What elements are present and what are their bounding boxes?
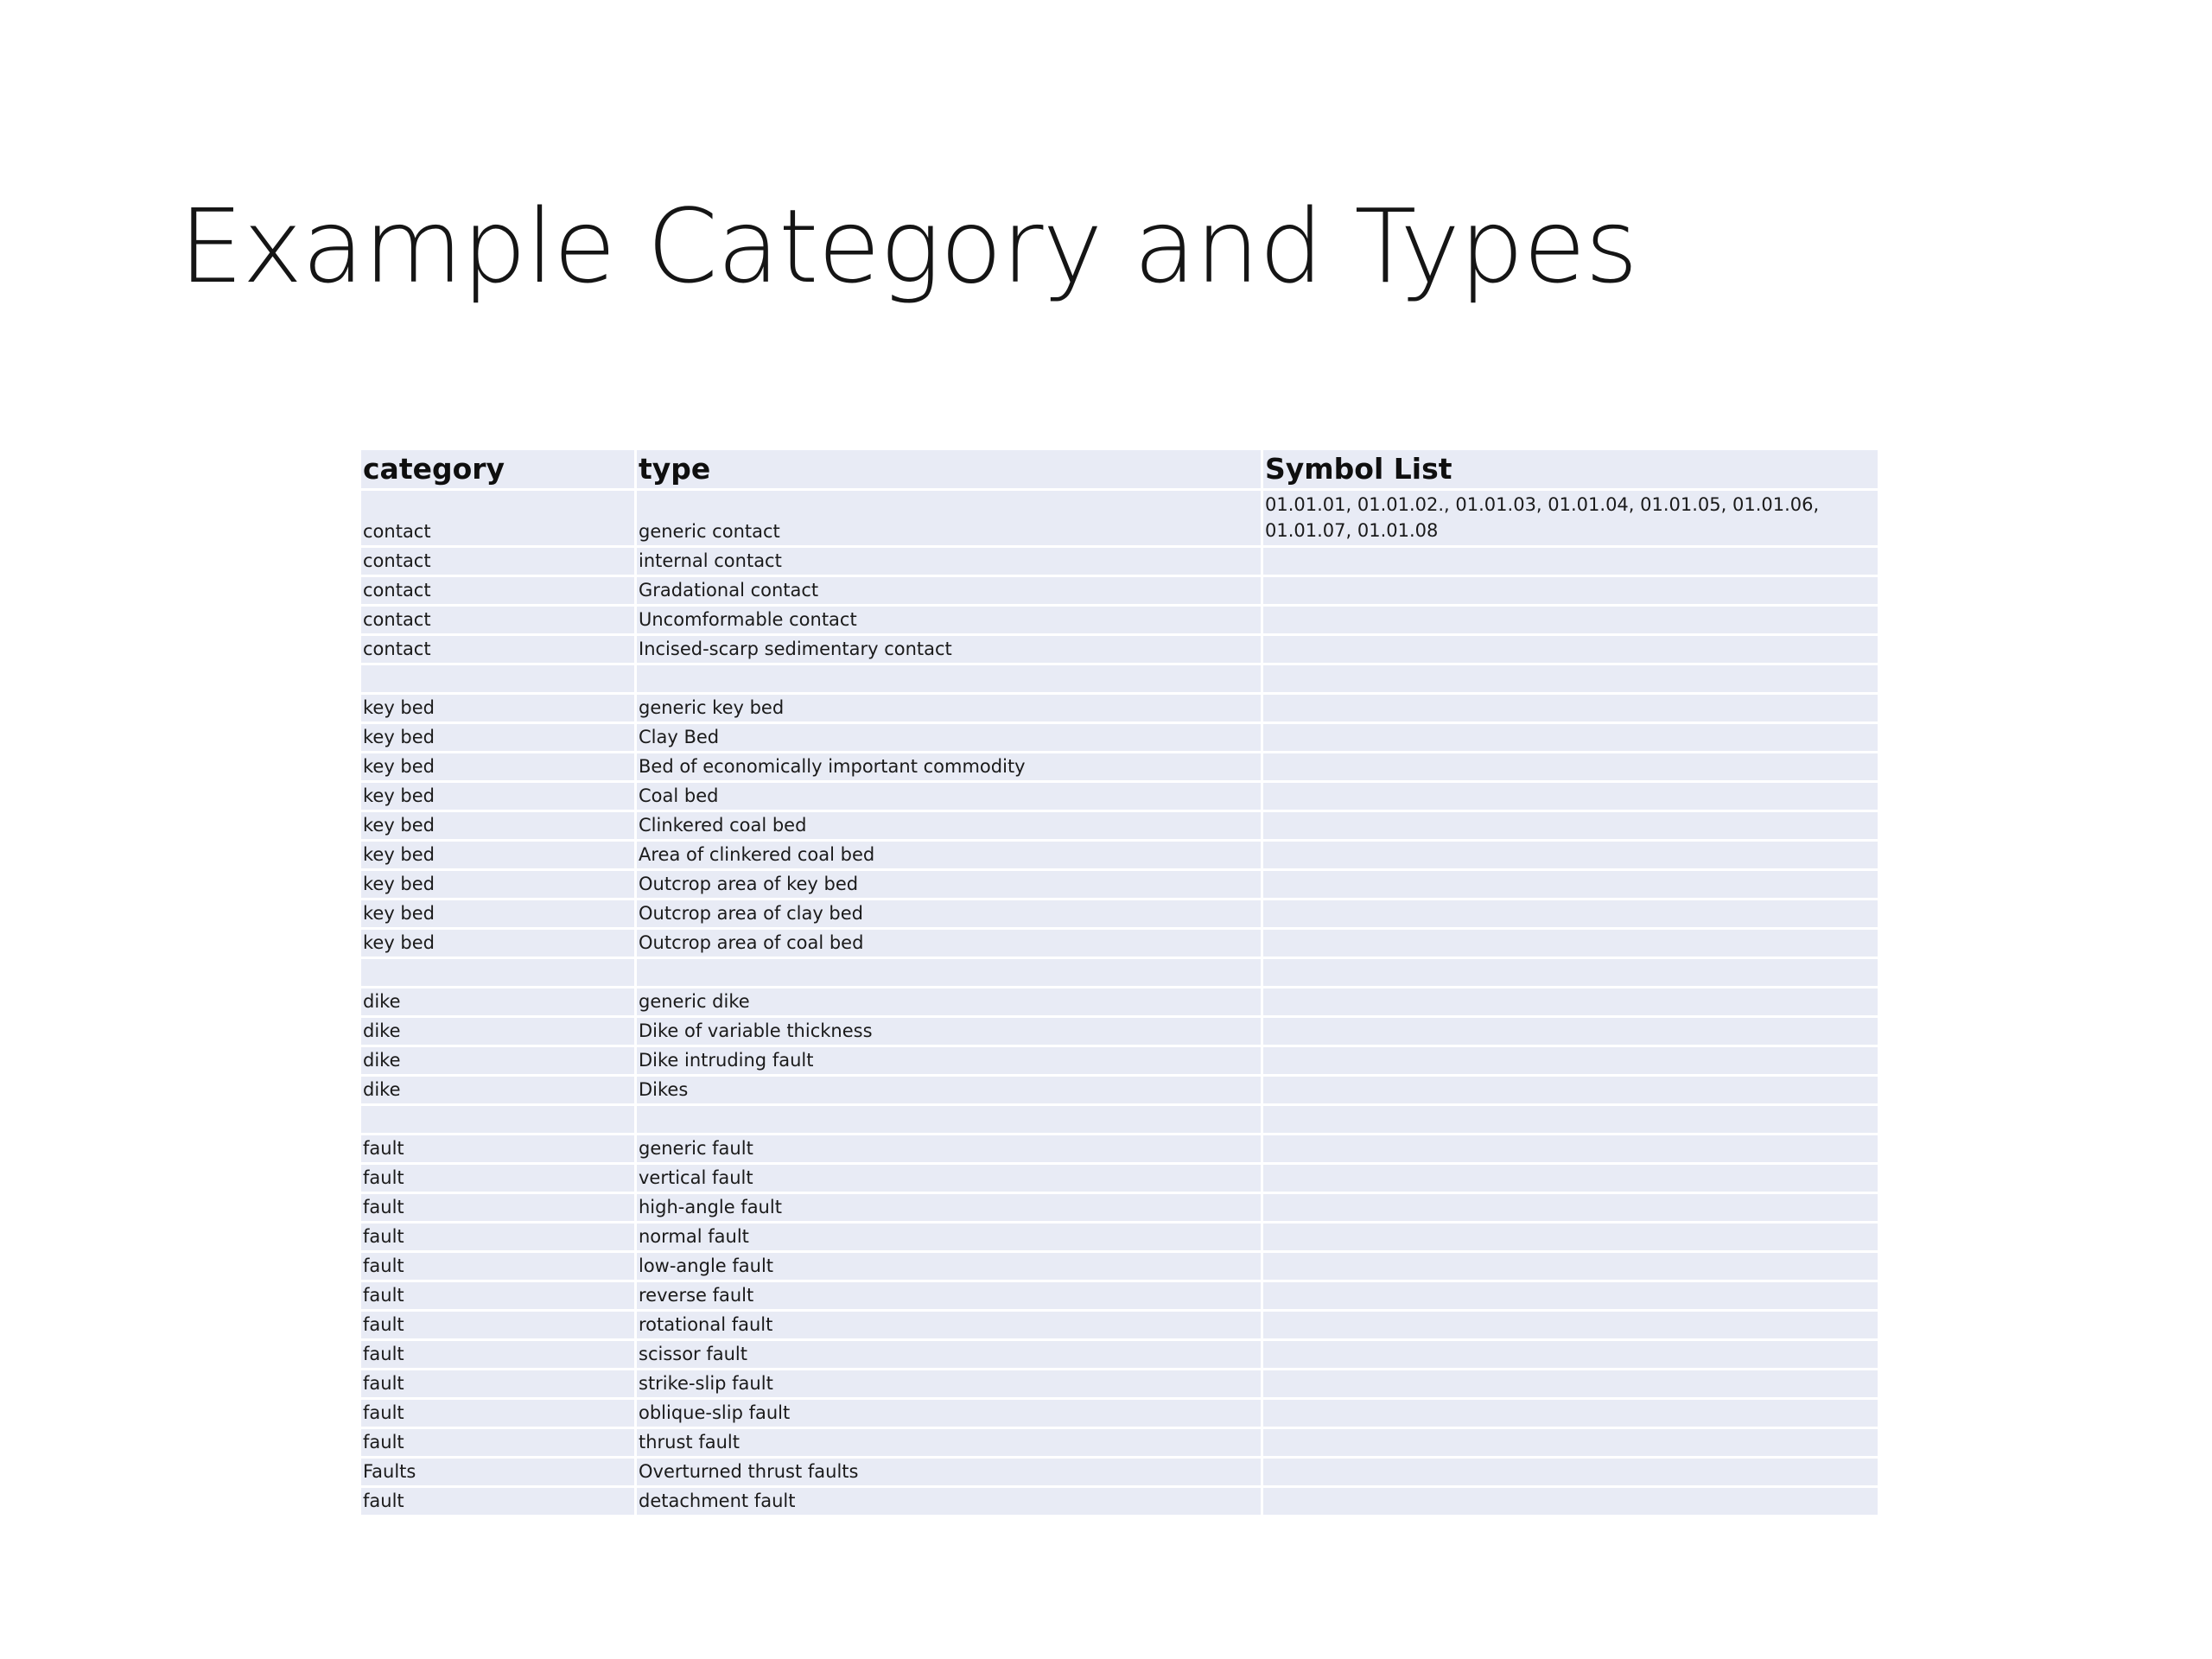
table-row bbox=[361, 1341, 1878, 1368]
category-cell: fault bbox=[361, 1312, 637, 1338]
table-row bbox=[361, 1047, 1878, 1074]
category-cell: key bed bbox=[361, 724, 637, 751]
table-row bbox=[361, 959, 1878, 986]
table-row bbox=[361, 842, 1878, 868]
table-row bbox=[361, 636, 1878, 663]
symbol-list-cell bbox=[1263, 1341, 1878, 1368]
category-cell: dike bbox=[361, 1018, 637, 1045]
category-cell: contact bbox=[361, 548, 637, 575]
table-row bbox=[361, 1370, 1878, 1397]
type-cell: detachment fault bbox=[637, 1488, 1263, 1515]
type-cell: Bed of economically important commodity bbox=[637, 753, 1263, 780]
type-cell: Overturned thrust faults bbox=[637, 1459, 1263, 1485]
table-row bbox=[361, 1194, 1878, 1221]
header-symbol-list: Symbol List bbox=[1263, 450, 1878, 488]
type-cell: reverse fault bbox=[637, 1282, 1263, 1309]
symbol-list-cell bbox=[1263, 753, 1878, 780]
type-cell: Dike of variable thickness bbox=[637, 1018, 1263, 1045]
symbol-list-cell bbox=[1263, 1400, 1878, 1427]
type-cell: high-angle fault bbox=[637, 1194, 1263, 1221]
symbol-list-cell bbox=[1263, 988, 1878, 1015]
category-cell: Faults bbox=[361, 1459, 637, 1485]
table-row bbox=[361, 1224, 1878, 1250]
category-cell: fault bbox=[361, 1400, 637, 1427]
table-row bbox=[361, 695, 1878, 721]
symbol-list-cell bbox=[1263, 665, 1878, 692]
symbol-list-cell bbox=[1263, 1047, 1878, 1074]
category-cell: fault bbox=[361, 1135, 637, 1162]
slide-title: Example Category and Types bbox=[179, 187, 1637, 306]
category-cell: fault bbox=[361, 1282, 637, 1309]
symbol-list-cell bbox=[1263, 607, 1878, 633]
table-row bbox=[361, 1106, 1878, 1133]
category-cell: fault bbox=[361, 1488, 637, 1515]
symbol-list-cell bbox=[1263, 1194, 1878, 1221]
category-cell: contact bbox=[361, 577, 637, 604]
category-cell bbox=[361, 1106, 637, 1133]
symbol-list-cell bbox=[1263, 930, 1878, 957]
category-cell: contact bbox=[361, 636, 637, 663]
symbol-list-cell bbox=[1263, 1135, 1878, 1162]
header-category: category bbox=[361, 450, 637, 488]
symbol-list-cell bbox=[1263, 724, 1878, 751]
category-cell: dike bbox=[361, 988, 637, 1015]
table-header-row bbox=[361, 450, 1878, 488]
category-cell: fault bbox=[361, 1224, 637, 1250]
symbol-list-cell bbox=[1263, 695, 1878, 721]
table-row bbox=[361, 548, 1878, 575]
table-row bbox=[361, 1253, 1878, 1280]
table-row bbox=[361, 724, 1878, 751]
symbol-list-cell bbox=[1263, 1429, 1878, 1456]
symbol-list-cell bbox=[1263, 1459, 1878, 1485]
category-cell: key bed bbox=[361, 753, 637, 780]
table-row bbox=[361, 491, 1878, 545]
table-row bbox=[361, 1135, 1878, 1162]
category-cell: key bed bbox=[361, 695, 637, 721]
table-row bbox=[361, 812, 1878, 839]
table-row bbox=[361, 1400, 1878, 1427]
table-row bbox=[361, 607, 1878, 633]
category-cell: fault bbox=[361, 1341, 637, 1368]
type-cell: Dikes bbox=[637, 1077, 1263, 1103]
category-cell bbox=[361, 959, 637, 986]
table-row bbox=[361, 871, 1878, 898]
category-cell: key bed bbox=[361, 900, 637, 927]
type-cell: generic fault bbox=[637, 1135, 1263, 1162]
table-row bbox=[361, 577, 1878, 604]
symbol-list-cell bbox=[1263, 1312, 1878, 1338]
type-cell: generic contact bbox=[637, 491, 1263, 545]
type-cell: Coal bed bbox=[637, 783, 1263, 810]
type-cell: thrust fault bbox=[637, 1429, 1263, 1456]
symbol-list-cell bbox=[1263, 1018, 1878, 1045]
type-cell bbox=[637, 959, 1263, 986]
category-cell: contact bbox=[361, 607, 637, 633]
symbol-list-cell bbox=[1263, 1165, 1878, 1192]
table-row bbox=[361, 988, 1878, 1015]
symbol-list-cell bbox=[1263, 1253, 1878, 1280]
table-row bbox=[361, 1018, 1878, 1045]
symbol-list-cell bbox=[1263, 812, 1878, 839]
table-row bbox=[361, 900, 1878, 927]
category-cell: key bed bbox=[361, 842, 637, 868]
category-cell: key bed bbox=[361, 783, 637, 810]
type-cell: scissor fault bbox=[637, 1341, 1263, 1368]
table-row bbox=[361, 1312, 1878, 1338]
type-cell: normal fault bbox=[637, 1224, 1263, 1250]
type-cell: generic key bed bbox=[637, 695, 1263, 721]
type-cell: low-angle fault bbox=[637, 1253, 1263, 1280]
symbol-list-cell bbox=[1263, 636, 1878, 663]
type-cell: Clay Bed bbox=[637, 724, 1263, 751]
table-row bbox=[361, 783, 1878, 810]
symbol-list-cell: 01.01.01, 01.01.02., 01.01.03, 01.01.04, 01.01.05, 01.01.06, 01.01.07, 01.01.08 bbox=[1263, 491, 1878, 545]
category-cell: fault bbox=[361, 1165, 637, 1192]
type-cell: Outcrop area of clay bed bbox=[637, 900, 1263, 927]
table-row bbox=[361, 1282, 1878, 1309]
type-cell: Gradational contact bbox=[637, 577, 1263, 604]
type-cell: strike-slip fault bbox=[637, 1370, 1263, 1397]
symbol-list-cell bbox=[1263, 900, 1878, 927]
header-type: type bbox=[637, 450, 1263, 488]
symbol-list-cell bbox=[1263, 959, 1878, 986]
table-row bbox=[361, 1459, 1878, 1485]
category-cell: fault bbox=[361, 1253, 637, 1280]
table-row bbox=[361, 753, 1878, 780]
symbol-list-cell bbox=[1263, 783, 1878, 810]
type-cell: Uncomformable contact bbox=[637, 607, 1263, 633]
table-row bbox=[361, 1488, 1878, 1515]
category-cell: key bed bbox=[361, 930, 637, 957]
symbol-list-cell bbox=[1263, 871, 1878, 898]
table-row bbox=[361, 665, 1878, 692]
type-cell: Outcrop area of coal bed bbox=[637, 930, 1263, 957]
type-cell bbox=[637, 1106, 1263, 1133]
symbol-list-cell bbox=[1263, 1224, 1878, 1250]
type-cell: internal contact bbox=[637, 548, 1263, 575]
category-cell: dike bbox=[361, 1077, 637, 1103]
symbol-list-cell bbox=[1263, 577, 1878, 604]
category-type-table bbox=[361, 448, 1878, 1517]
symbol-list-cell bbox=[1263, 548, 1878, 575]
type-cell bbox=[637, 665, 1263, 692]
symbol-list-cell bbox=[1263, 1370, 1878, 1397]
category-cell: dike bbox=[361, 1047, 637, 1074]
category-cell: fault bbox=[361, 1429, 637, 1456]
category-cell bbox=[361, 665, 637, 692]
table-row bbox=[361, 930, 1878, 957]
type-cell: rotational fault bbox=[637, 1312, 1263, 1338]
table-row bbox=[361, 1165, 1878, 1192]
symbol-list-cell bbox=[1263, 842, 1878, 868]
category-cell: fault bbox=[361, 1370, 637, 1397]
type-cell: oblique-slip fault bbox=[637, 1400, 1263, 1427]
symbol-list-cell bbox=[1263, 1077, 1878, 1103]
category-cell: key bed bbox=[361, 812, 637, 839]
symbol-list-cell bbox=[1263, 1488, 1878, 1515]
table-row bbox=[361, 1429, 1878, 1456]
type-cell: Clinkered coal bed bbox=[637, 812, 1263, 839]
type-cell: Area of clinkered coal bed bbox=[637, 842, 1263, 868]
symbol-list-cell bbox=[1263, 1282, 1878, 1309]
type-cell: Incised-scarp sedimentary contact bbox=[637, 636, 1263, 663]
category-cell: contact bbox=[361, 491, 637, 545]
table-row bbox=[361, 1077, 1878, 1103]
type-cell: Dike intruding fault bbox=[637, 1047, 1263, 1074]
type-cell: Outcrop area of key bed bbox=[637, 871, 1263, 898]
category-cell: fault bbox=[361, 1194, 637, 1221]
type-cell: vertical fault bbox=[637, 1165, 1263, 1192]
category-cell: key bed bbox=[361, 871, 637, 898]
type-cell: generic dike bbox=[637, 988, 1263, 1015]
symbol-list-cell bbox=[1263, 1106, 1878, 1133]
